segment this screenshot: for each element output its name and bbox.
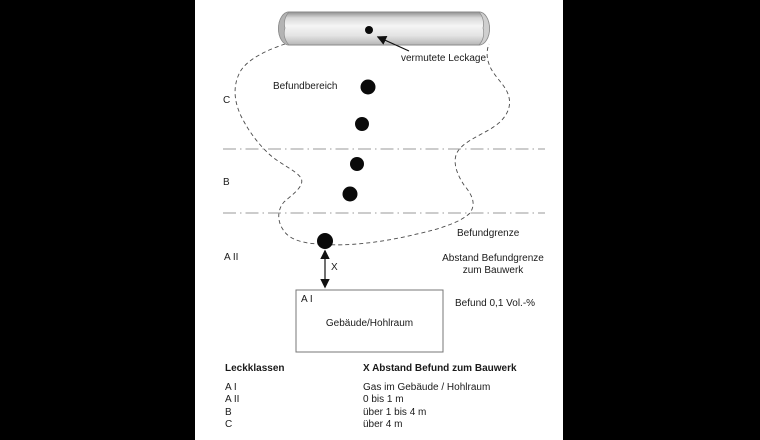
legend-col1-header: Leckklassen <box>225 363 285 374</box>
finding-area-boundary <box>235 44 510 245</box>
building-label: Gebäude/Hohlraum <box>325 318 414 329</box>
distance-label-line1: Abstand Befundgrenze <box>442 253 544 264</box>
legend-class: B <box>225 406 232 418</box>
legend-distance: Gas im Gebäude / Hohlraum <box>363 382 491 393</box>
diagram-panel <box>195 0 563 440</box>
legend-distance: über 4 m <box>363 419 403 431</box>
legend-row <box>225 407 517 419</box>
distance-label <box>438 253 548 276</box>
finding-value-label: Befund 0,1 Vol.-% <box>455 298 536 309</box>
finding-area-label: Befundbereich <box>273 81 338 92</box>
x-arrow-label: X <box>331 262 338 273</box>
gas-finding-dots <box>317 80 376 250</box>
leak-dot <box>365 26 373 34</box>
gas-finding-dot <box>343 187 358 202</box>
legend-header-row <box>225 363 517 374</box>
legend-row <box>225 382 517 394</box>
gas-finding-dot-boundary <box>317 233 333 249</box>
distance-label-line2: zum Bauwerk <box>462 264 524 276</box>
legend-row <box>225 394 517 406</box>
zone-a1-label: A I <box>301 294 313 305</box>
legend-class: A II <box>225 394 240 406</box>
finding-boundary-label: Befundgrenze <box>457 228 520 239</box>
legend-row <box>225 419 517 431</box>
zone-c-label: C <box>223 95 231 106</box>
gas-finding-dot <box>350 157 364 171</box>
legend-class: C <box>225 419 233 431</box>
zone-a2-label: A II <box>224 252 239 263</box>
legend-distance: über 1 bis 4 m <box>363 406 427 418</box>
leak-label: vermutete Leckage <box>401 53 487 64</box>
legend-col2-header: X Abstand Befund zum Bauwerk <box>363 363 517 374</box>
legend-class: A I <box>225 382 237 393</box>
gas-finding-dot <box>361 80 376 95</box>
gas-finding-dot <box>355 117 369 131</box>
zone-b-label: B <box>223 177 230 188</box>
legend-distance: 0 bis 1 m <box>363 394 404 406</box>
leak-class-legend <box>225 363 517 432</box>
